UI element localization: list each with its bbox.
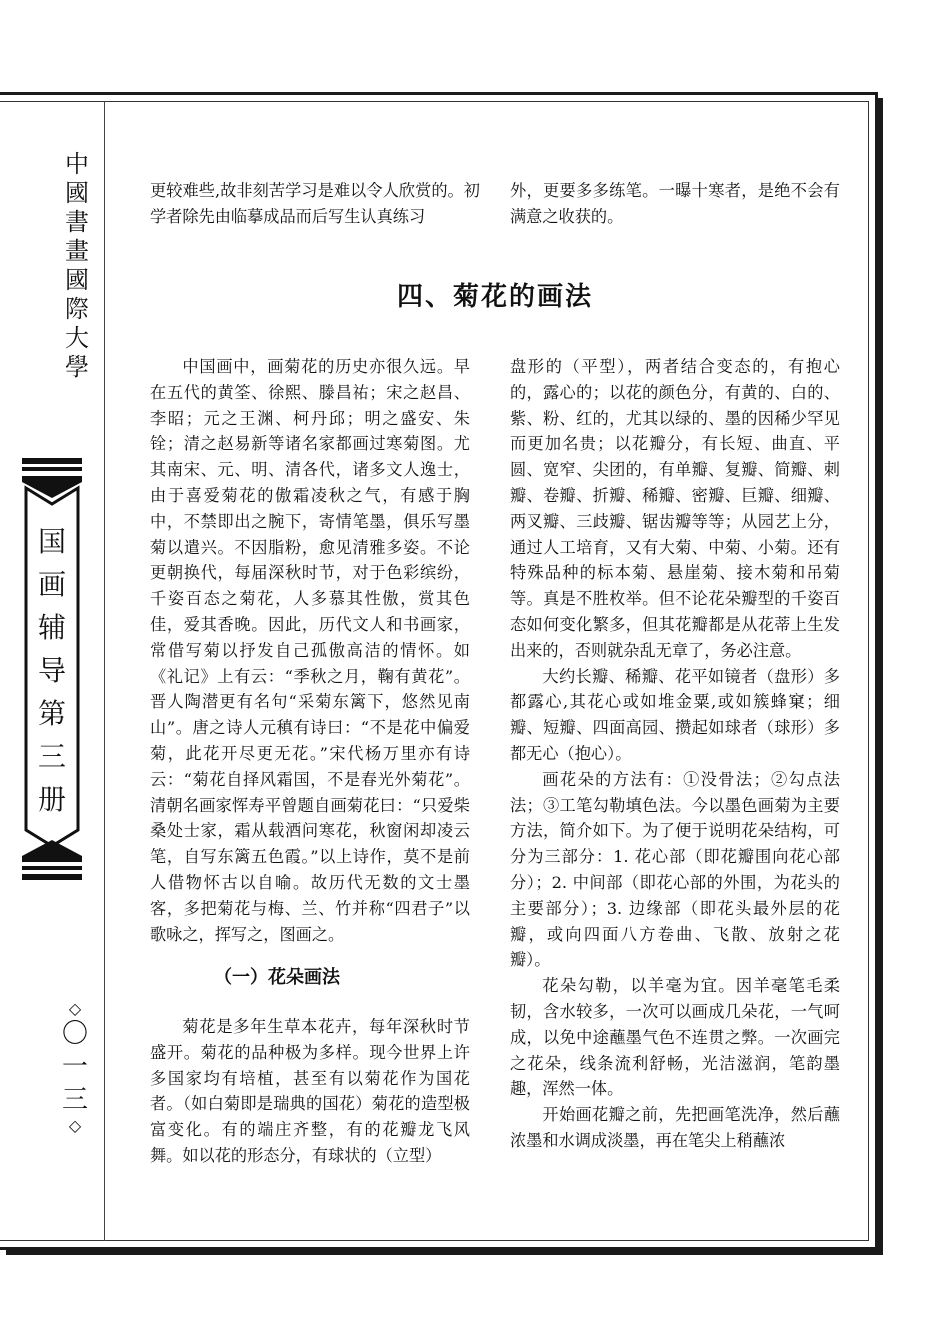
paragraph: 开始画花瓣之前，先把画笔洗净，然后蘸浓墨和水调成淡墨，再在笔尖上稍蘸浓 (510, 1105, 840, 1150)
paragraph: 菊花是多年生草本花卉，每年深秋时节盛开。菊花的品种极为多样。现今世界上许多国家均有培植，甚至有以菊花作为国花者。（如白菊即是瑞典的国花）菊花的造型极富变化。有的端庄齐整，有的花瓣龙飞风舞。如以花的形态分，有球状的（立型） (150, 1017, 470, 1165)
left-column (150, 354, 470, 947)
volume-title: 国画辅导第三册 (37, 525, 66, 816)
college-name: 中國書畫國際大學 (65, 150, 89, 381)
volume-bottom-bar-2 (22, 866, 82, 870)
top-text-left (150, 178, 480, 230)
sidebar-divider (104, 101, 105, 1241)
right-column (510, 354, 840, 1154)
paragraph: 花朵勾勒，以羊毫为宜。因羊毫笔毛柔韧，含水较多，一次可以画成几朵花，一气呵成，以免中途蘸墨气色不连贯之弊。一次画完之花朵，线条流利舒畅，光洁滋润，笔韵墨趣，浑然一体。 (510, 976, 840, 1099)
left-column-lower (150, 1014, 470, 1169)
paragraph: 外，更要多多练笔。一曝十寒者，是绝不会有满意之收获的。 (510, 181, 840, 226)
top-text-right (510, 178, 840, 230)
paragraph: 中国画中，画菊花的历史亦很久远。早在五代的黄筌、徐熙、滕昌祐；宋之赵昌、李昭；元之王渊、柯丹邱；明之盛安、朱铨；清之赵易新等诸名家都画过寒菊图。尤其南宋、元、明、清各代，诸多文人逸士，由于喜爱菊花的傲霜凌秋之气，有感于胸中，不禁即出之腕下，寄情笔墨，俱乐写墨菊以遣兴。不因脂粉，愈见清雅多姿。不论更朝换代，每届深秋时节，对于色彩缤纷，千姿百态之菊花，人多慕其性傲，赏其色佳，爱其香晚。因此，历代文人和书画家，常借写菊以抒发自己孤傲高洁的情怀。如《礼记》上有云：“季秋之月，鞠有黄花”。晋人陶潜更有名句“采菊东篱下，悠然见南山”。唐之诗人元稹有诗曰：“不是花中偏爱菊，此花开尽更无花。”宋代杨万里亦有诗云：“菊花自择风霜国，不是春光外菊花”。清朝名画家恽寿平曾题自画菊花曰：“只爱柴桑处士家，霜从载酒问寒花，秋窗闲却凌云笔，自写东篱五色霞。”以上诗作，莫不是前人借物怀古以自喻。故历代无数的文士墨客，多把菊花与梅、兰、竹并称“四君子”以歌咏之，挥写之，图画之。 (150, 357, 470, 944)
section-title: 四、菊花的画法 (396, 282, 593, 312)
volume-label-box (22, 458, 82, 878)
diamond-icon: ◇ (68, 1116, 82, 1135)
frame-shadow-right (878, 98, 883, 1255)
subsection-title: （一）花朵画法 (214, 967, 340, 988)
volume-bottom-bar (22, 874, 82, 880)
page-number-text: 〇一三 (61, 1019, 88, 1115)
page-number (60, 1000, 90, 1135)
paragraph: 盘形的（平型），两者结合变态的，有抱心的，露心的；以花的颜色分，有黄的、白的、紫、粉、红的，尤其以绿的、墨的因稀少罕见而更加名贵；以花瓣分，有长短、曲直、平圆、宽窄、尖团的，有单瓣、复瓣、简瓣、刺瓣、卷瓣、折瓣、稀瓣、密瓣、巨瓣、细瓣、两叉瓣、三歧瓣、锯齿瓣等等；从园艺上分，通过人工培育，又有大菊、中菊、小菊。还有特殊品种的标本菊、悬崖菊、接木菊和吊菊等。真是不胜枚举。但不论花朵瓣型的千姿百态如何变化繁多，但其花瓣都是从花蒂上生发出来的，否则就杂乱无章了，务必注意。 (510, 357, 840, 660)
diamond-icon: ◇ (68, 999, 82, 1018)
frame-shadow-bottom (6, 1250, 883, 1255)
paragraph: 大约长瓣、稀瓣、花平如镜者（盘形）多都露心,其花心或如堆金粟,或如簇蜂窠；细瓣、短瓣、四面高园、攒起如球者（球形）多都无心（抱心）。 (510, 666, 840, 763)
paragraph: 画花朵的方法有：①没骨法；②勾点法法；③工笔勾勒填色法。今以墨色画菊为主要方法，简介如下。为了便于说明花朵结构，可分为三部分：1. 花心部（即花瓣围向花心部分）；2. 中间部（即花心部的外围，为花头的主要部分）；3. 边缘部（即花头最外层的花瓣，或向四面八方卷曲、飞散、放射之花瓣）。 (510, 769, 840, 970)
paragraph: 更较难些,故非刻苦学习是难以令人欣赏的。初学者除先由临摹成品而后写生认真练习 (150, 181, 480, 226)
